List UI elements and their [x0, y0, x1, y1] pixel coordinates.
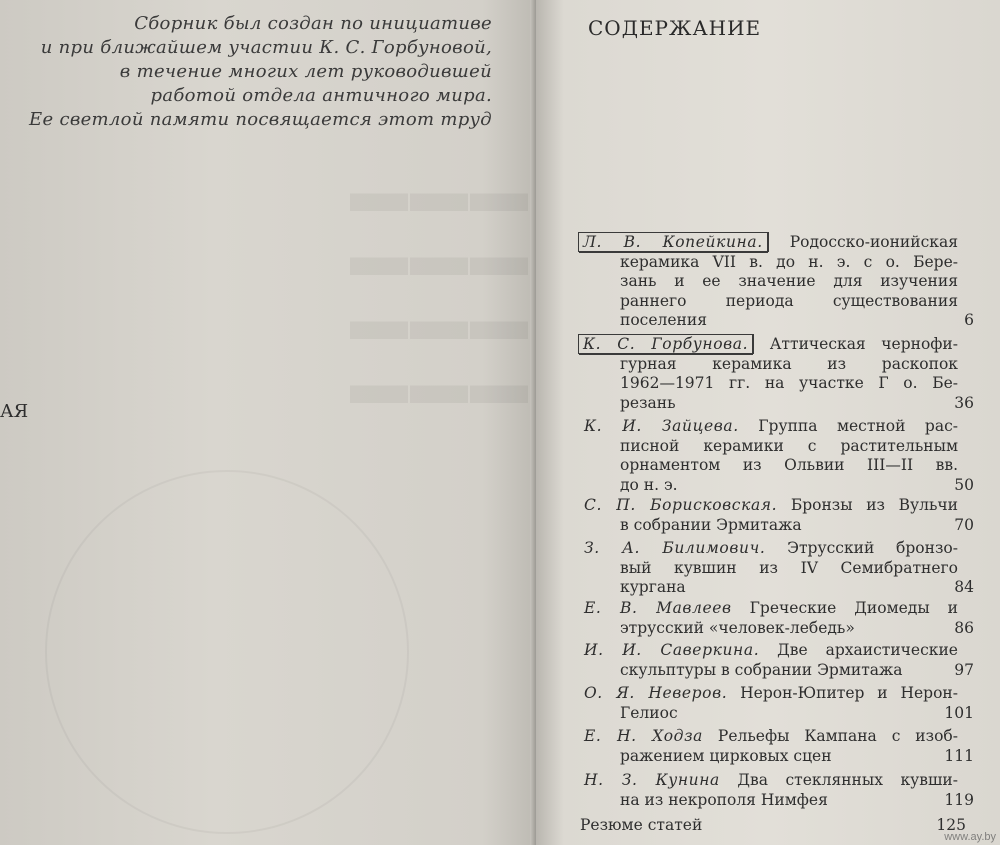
toc-entry-text: вый кувшин из IV Семибратнего: [620, 558, 958, 577]
toc-entry: [584, 727, 974, 766]
toc-entry-text: скульптуры в собрании Эрмитажа: [620, 660, 903, 679]
toc-author: К. С. Горбунова.: [578, 334, 754, 354]
toc-author: З. А. Билимович.: [584, 539, 766, 557]
margin-text-fragment: АЯ: [0, 401, 29, 422]
dedication-text: [12, 12, 492, 132]
toc-entry-title: Две архаистические: [777, 641, 958, 659]
toc-entry-title: Греческие Диомеды и: [749, 599, 958, 617]
toc-entry-title: Нерон-Юпитер и Нерон-: [740, 684, 958, 702]
toc-page-number: 36: [954, 393, 974, 412]
toc-author: Л. В. Копейкина.: [578, 232, 769, 252]
toc-entry: [584, 539, 974, 598]
toc-entry-text: этрусский «человек-лебедь»: [620, 618, 855, 637]
toc-entry: [583, 335, 974, 413]
toc-page-number: 111: [944, 746, 974, 765]
toc-entry-title: Бронзы из Вульчи: [790, 496, 958, 514]
toc-entry-text: ражением цирковых сцен: [620, 746, 832, 765]
toc-page-number: 6: [964, 311, 974, 329]
toc-summary: [580, 816, 966, 836]
toc-author: О. Я. Неверов.: [584, 684, 728, 702]
toc-author: К. И. Зайцева.: [584, 417, 739, 435]
toc-page-number: 101: [944, 703, 974, 722]
toc-entry-text: резань: [620, 393, 676, 412]
toc-entry: [584, 641, 974, 680]
toc-author: Е. В. Мавлеев: [584, 599, 732, 617]
toc-entry-text: поселения: [620, 311, 707, 329]
toc-entry-title: Этрусский бронзо-: [787, 539, 958, 557]
toc-entry: [584, 771, 974, 810]
watermark: www.ay.by: [944, 831, 996, 843]
toc-page-number: 86: [954, 618, 974, 637]
toc-entry-text: в собрании Эрмитажа: [620, 515, 802, 534]
toc-entry-text: писной керамики с растительным: [620, 436, 958, 455]
toc-entry-text: гурная керамика из раскопок: [620, 354, 958, 373]
show-through-decoration: ▬▬▬ ▬▬▬ ▬▬▬ ▬▬▬: [350, 159, 530, 416]
dedication-line: и при ближайшем участии К. С. Горбуновой,: [40, 37, 492, 58]
toc-entry: [584, 496, 974, 535]
toc-entry-title: Родосско-ионийская: [789, 233, 958, 251]
toc-entry-text: до н. э.: [620, 475, 678, 494]
dedication-line: работой отдела античного мира.: [150, 85, 492, 106]
toc-entry: [584, 684, 974, 723]
toc-page-number: 70: [954, 515, 974, 534]
toc-entry-text: раннего периода существования: [620, 291, 958, 310]
toc-page-number: 84: [954, 578, 974, 596]
toc-page-number: 125: [936, 816, 966, 834]
toc-entry-title: Рельефы Кампана с изоб-: [717, 727, 958, 745]
toc-entry: [583, 233, 974, 331]
toc-entry-text: Гелиос: [620, 703, 678, 722]
right-page: [536, 0, 1000, 845]
toc-entry-text: зань и ее значение для изучения: [620, 272, 958, 290]
toc-entry-title: Два стеклянных кувши-: [737, 771, 958, 789]
dedication-line: Ее светлой памяти посвящается этот труд: [29, 109, 492, 130]
toc-entry-title: Аттическая чернофи-: [769, 335, 958, 353]
toc-page-number: 119: [944, 790, 974, 809]
toc-title: СОДЕРЖАНИЕ: [588, 16, 762, 40]
toc-author: С. П. Борисковская.: [584, 496, 778, 514]
toc-entry-text: 1962—1971 гг. на участке Г о. Бе-: [620, 374, 958, 392]
toc-entry-text: орнаментом из Ольвии III—II вв.: [620, 456, 958, 474]
toc-entry: [584, 417, 974, 495]
toc-page-number: 97: [954, 660, 974, 679]
toc-entry-text: керамика VII в. до н. э. с о. Бере-: [620, 252, 958, 271]
embossed-emblem-shadow: [45, 470, 409, 834]
dedication-line: в течение многих лет руководившей: [119, 61, 492, 82]
toc-author: И. И. Саверкина.: [584, 641, 760, 659]
toc-author: Н. З. Кунина: [584, 771, 720, 789]
toc-author: Е. Н. Ходза: [584, 727, 703, 745]
toc-entry-text: кургана: [620, 578, 686, 596]
toc-entry-text: на из некрополя Нимфея: [620, 790, 828, 809]
toc-page-number: 50: [954, 475, 974, 494]
dedication-line: Сборник был создан по инициативе: [134, 13, 492, 34]
toc-summary-label: Резюме статей: [580, 816, 703, 834]
toc-entry: [584, 599, 974, 638]
toc-entry-title: Группа местной рас-: [758, 417, 958, 435]
